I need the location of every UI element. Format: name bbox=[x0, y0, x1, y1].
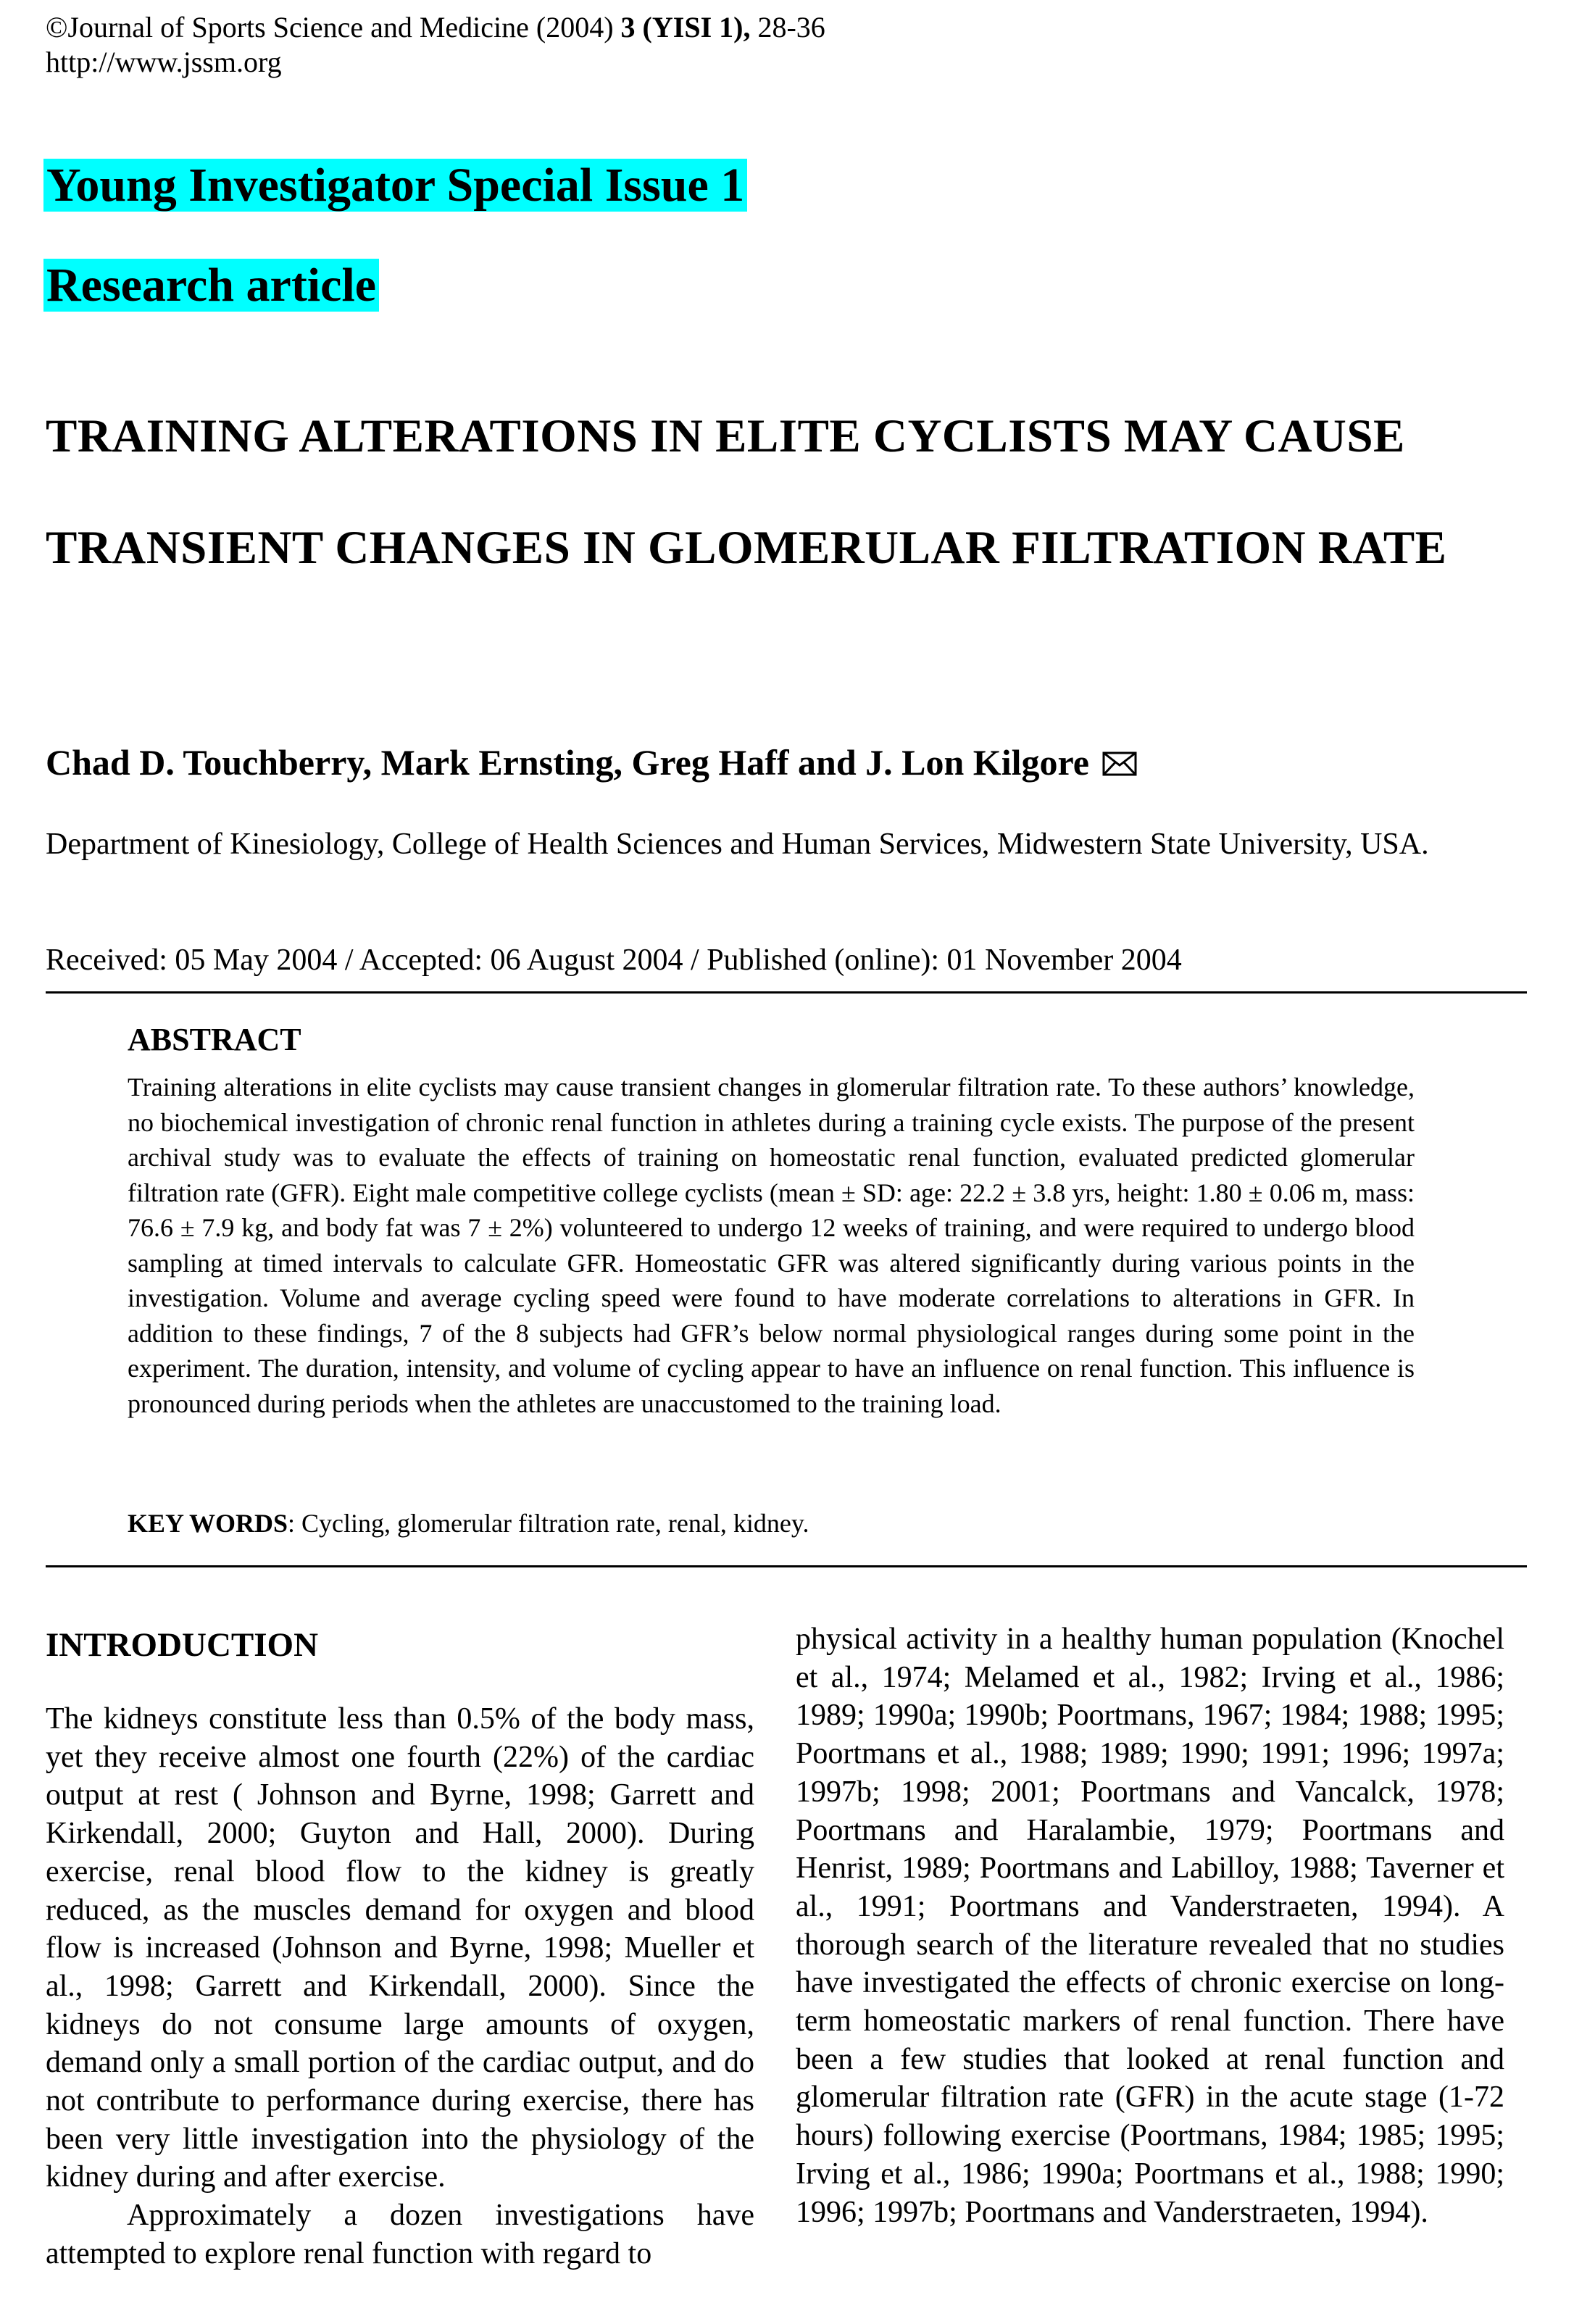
abstract-heading: ABSTRACT bbox=[128, 1022, 301, 1057]
special-issue-label: Young Investigator Special Issue 1 bbox=[43, 157, 747, 215]
affiliation: Department of Kinesiology, College of Health Sciences and Human Services, Midwestern State University, USA. bbox=[46, 828, 1429, 861]
abstract-body: Training alterations in elite cyclists may cause transient changes in glomerular filtration rate. To these authors’ knowledge, no biochemical investigation of chronic renal function in athletes during a training cycle exists. The purpose of the present archival study was to evaluate the effects of training on homeostatic renal function, evaluated predicted glomerular filtration rate (GFR). Eight male competitive college cyclists (mean ± SD: age: 22.2 ± 3.8 yrs, height: 1.80 ± 0.06 m, mass: 76.6 ± 7.9 kg, and body fat was 7 ± 2%) volunteered to undergo 12 weeks of training, and were required to undergo blood sampling at timed intervals to calculate GFR. Homeostatic GFR was altered significantly during various points in the investigation. Volume and average cycling speed were found to have moderate correlations to alterations in GFR. In addition to these findings, 7 of the 8 subjects had GFR’s below normal physiological ranges during some point in the experiment. The duration, intensity, and volume of cycling appear to have an influence on renal function. This influence is pronounced during periods when the athletes are unaccustomed to the training load. bbox=[128, 1073, 1415, 1418]
title-line-2: TRANSIENT CHANGES IN GLOMERULAR FILTRATION RATE bbox=[46, 522, 1447, 574]
publication-dates: Received: 05 May 2004 / Accepted: 06 August 2004 / Published (online): 01 November 2004 bbox=[46, 944, 1182, 977]
keywords: KEY WORDS: Cycling, glomerular filtration rate, renal, kidney. bbox=[128, 1509, 809, 1538]
journal-url[interactable]: http://www.jssm.org bbox=[46, 46, 282, 78]
article-type-label: Research article bbox=[43, 257, 379, 315]
intro-paragraph-continued: physical activity in a healthy human population (Knochel et al., 1974; Melamed et al., 1982; Irving et al., 1986; 1989; 1990a; 1990b; Poortmans, 1967; 1984; 1988; 1995; Poortmans et al., 1988; 1989; 1990; 1991; 1996; 1997a; 1997b; 1998; 2001; Poortmans and Vancalck, 1978; Poortmans and Haralambie, 1979; Poortmans and Henrist, 1989; Poortmans and Labilloy, 1988; Taverner et al., 1991; Poortmans and Vanderstraeten, 1994). A thorough search of the literature revealed that no studies have investigated the effects of chronic exercise on long-term homeostatic markers of renal function. There have been a few studies that looked at renal function and glomerular filtration rate (GFR) in the acute stage (1-72 hours) following exercise (Poortmans, 1984; 1985; 1995; Irving et al., 1986; 1990a; Poortmans et al., 1988; 1990; 1996; 1997b; Poortmans and Vanderstraeten, 1994). bbox=[796, 1623, 1504, 2229]
column-right bbox=[796, 1620, 1504, 2231]
intro-paragraph-2: Approximately a dozen investigations have attempted to explore renal function with regard to bbox=[46, 2199, 754, 2270]
envelope-icon[interactable] bbox=[1102, 741, 1137, 765]
bottom-divider bbox=[46, 1565, 1527, 1567]
journal-citation: ©Journal of Sports Science and Medicine (2004) 3 (YISI 1), 28-36 bbox=[46, 11, 825, 43]
author-list: Chad D. Touchberry, Mark Ernsting, Greg Haff and J. Lon Kilgore bbox=[46, 739, 1137, 786]
column-left bbox=[46, 1700, 754, 2273]
introduction-heading: INTRODUCTION bbox=[46, 1626, 319, 1664]
title-line-1: TRAINING ALTERATIONS IN ELITE CYCLISTS MAY CAUSE bbox=[46, 410, 1405, 462]
top-divider bbox=[46, 991, 1527, 994]
intro-paragraph-1: The kidneys constitute less than 0.5% of the body mass, yet they receive almost one fourth (22%) of the cardiac output at rest ( Johnson and Byrne, 1998; Garrett and Kirkendall, 2000; Guyton and Hall, 2000). During exercise, renal blood flow to the kidney is greatly reduced, as the muscles demand for oxygen and blood flow is increased (Johnson and Byrne, 1998; Mueller et al., 1998; Garrett and Kirkendall, 2000). Since the kidneys do not consume large amounts of oxygen, demand only a small portion of the cardiac output, and do not contribute to performance during exercise, there has been very little investigation into the physiology of the kidney during and after exercise. bbox=[46, 1702, 754, 2194]
